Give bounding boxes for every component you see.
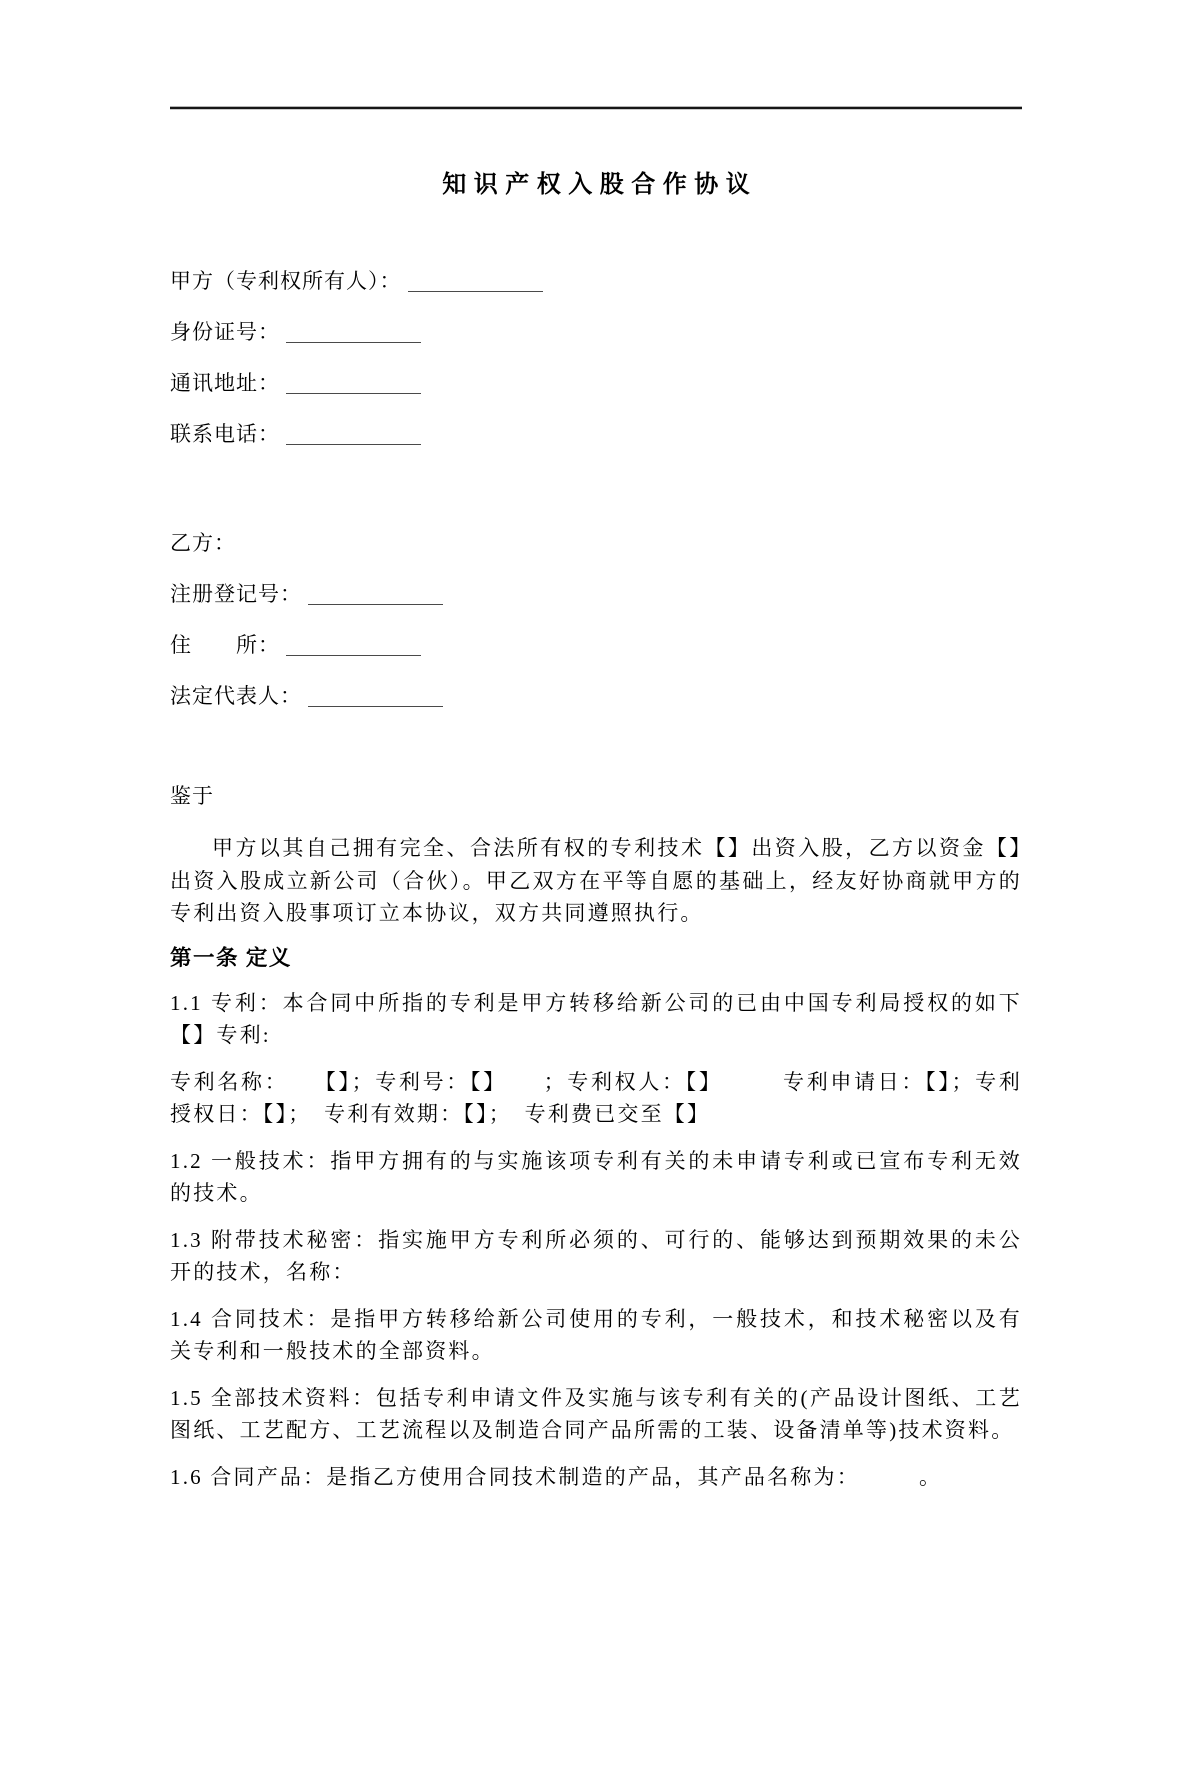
field-label: 身份证号： xyxy=(170,320,280,344)
field-label: 法定代表人： xyxy=(170,684,302,708)
party-b-registration-row xyxy=(170,579,1022,609)
field-label: 甲方（专利权所有人）： xyxy=(170,269,402,293)
party-a-phone-row xyxy=(170,419,1022,449)
fill-in-blank xyxy=(308,582,443,605)
clause-patent-details: 专利名称： 【】；专利号：【】 ；专利权人：【】 专利申请日：【】；专利授权日：【】； 专利有效期：【】； 专利费已交至【】 xyxy=(170,1069,1022,1126)
fill-in-blank xyxy=(308,684,443,707)
fill-in-blank xyxy=(286,633,421,656)
clause-1-3: 1.3 附带技术秘密：指实施甲方专利所必须的、可行的、能够达到预期效果的未公开的技术，名称： xyxy=(170,1227,1022,1284)
fill-in-blank xyxy=(286,371,421,394)
header-rule xyxy=(170,106,1022,110)
party-b-legal-rep-row xyxy=(170,681,1022,711)
field-label: 联系电话： xyxy=(170,422,280,446)
party-a-address-row xyxy=(170,368,1022,398)
party-b-domicile-row xyxy=(170,630,1022,660)
whereas-paragraph: 甲方以其自己拥有完全、合法所有权的专利技术【】出资入股，乙方以资金【】出资入股成立新公司（合伙）。甲乙双方在平等自愿的基础上，经友好协商就甲方的专利出资入股事项订立本协议，双方共同遵照执行。 xyxy=(170,836,1022,925)
party-b-name-row xyxy=(170,528,1022,558)
clause-1-6: 1.6 合同产品：是指乙方使用合同技术制造的产品，其产品名称为： 。 xyxy=(170,1464,943,1489)
field-label: 注册登记号： xyxy=(170,582,302,606)
party-a-name-row xyxy=(170,266,1022,296)
clause-1-1: 1.1 专利：本合同中所指的专利是甲方转移给新公司的已由中国专利局授权的如下【】专利: xyxy=(170,990,1022,1047)
field-label: 通讯地址： xyxy=(170,371,280,395)
clause-1-2: 1.2 一般技术：指甲方拥有的与实施该项专利有关的未申请专利或已宣布专利无效的技术。 xyxy=(170,1148,1022,1205)
party-a-id-row xyxy=(170,317,1022,347)
clause-1-5: 1.5 全部技术资料：包括专利申请文件及实施与该专利有关的(产品设计图纸、工艺图纸、工艺配方、工艺流程以及制造合同产品所需的工装、设备清单等)技术资料。 xyxy=(170,1385,1022,1442)
field-label: 住 所： xyxy=(170,633,280,657)
clause-1-4: 1.4 合同技术：是指甲方转移给新公司使用的专利，一般技术，和技术秘密以及有关专利和一般技术的全部资料。 xyxy=(170,1306,1022,1363)
fill-in-blank xyxy=(286,320,421,343)
field-label: 乙方： xyxy=(170,531,236,555)
party-a-section xyxy=(170,266,1022,449)
fill-in-blank xyxy=(286,422,421,445)
page-title: 知识产权入股合作协议 xyxy=(442,172,758,198)
whereas-label: 鉴于 xyxy=(170,784,214,808)
article-1-heading: 第一条 定义 xyxy=(170,945,292,970)
party-b-section xyxy=(170,528,1022,711)
fill-in-blank xyxy=(408,269,543,292)
contract-document-page xyxy=(0,106,1190,1789)
